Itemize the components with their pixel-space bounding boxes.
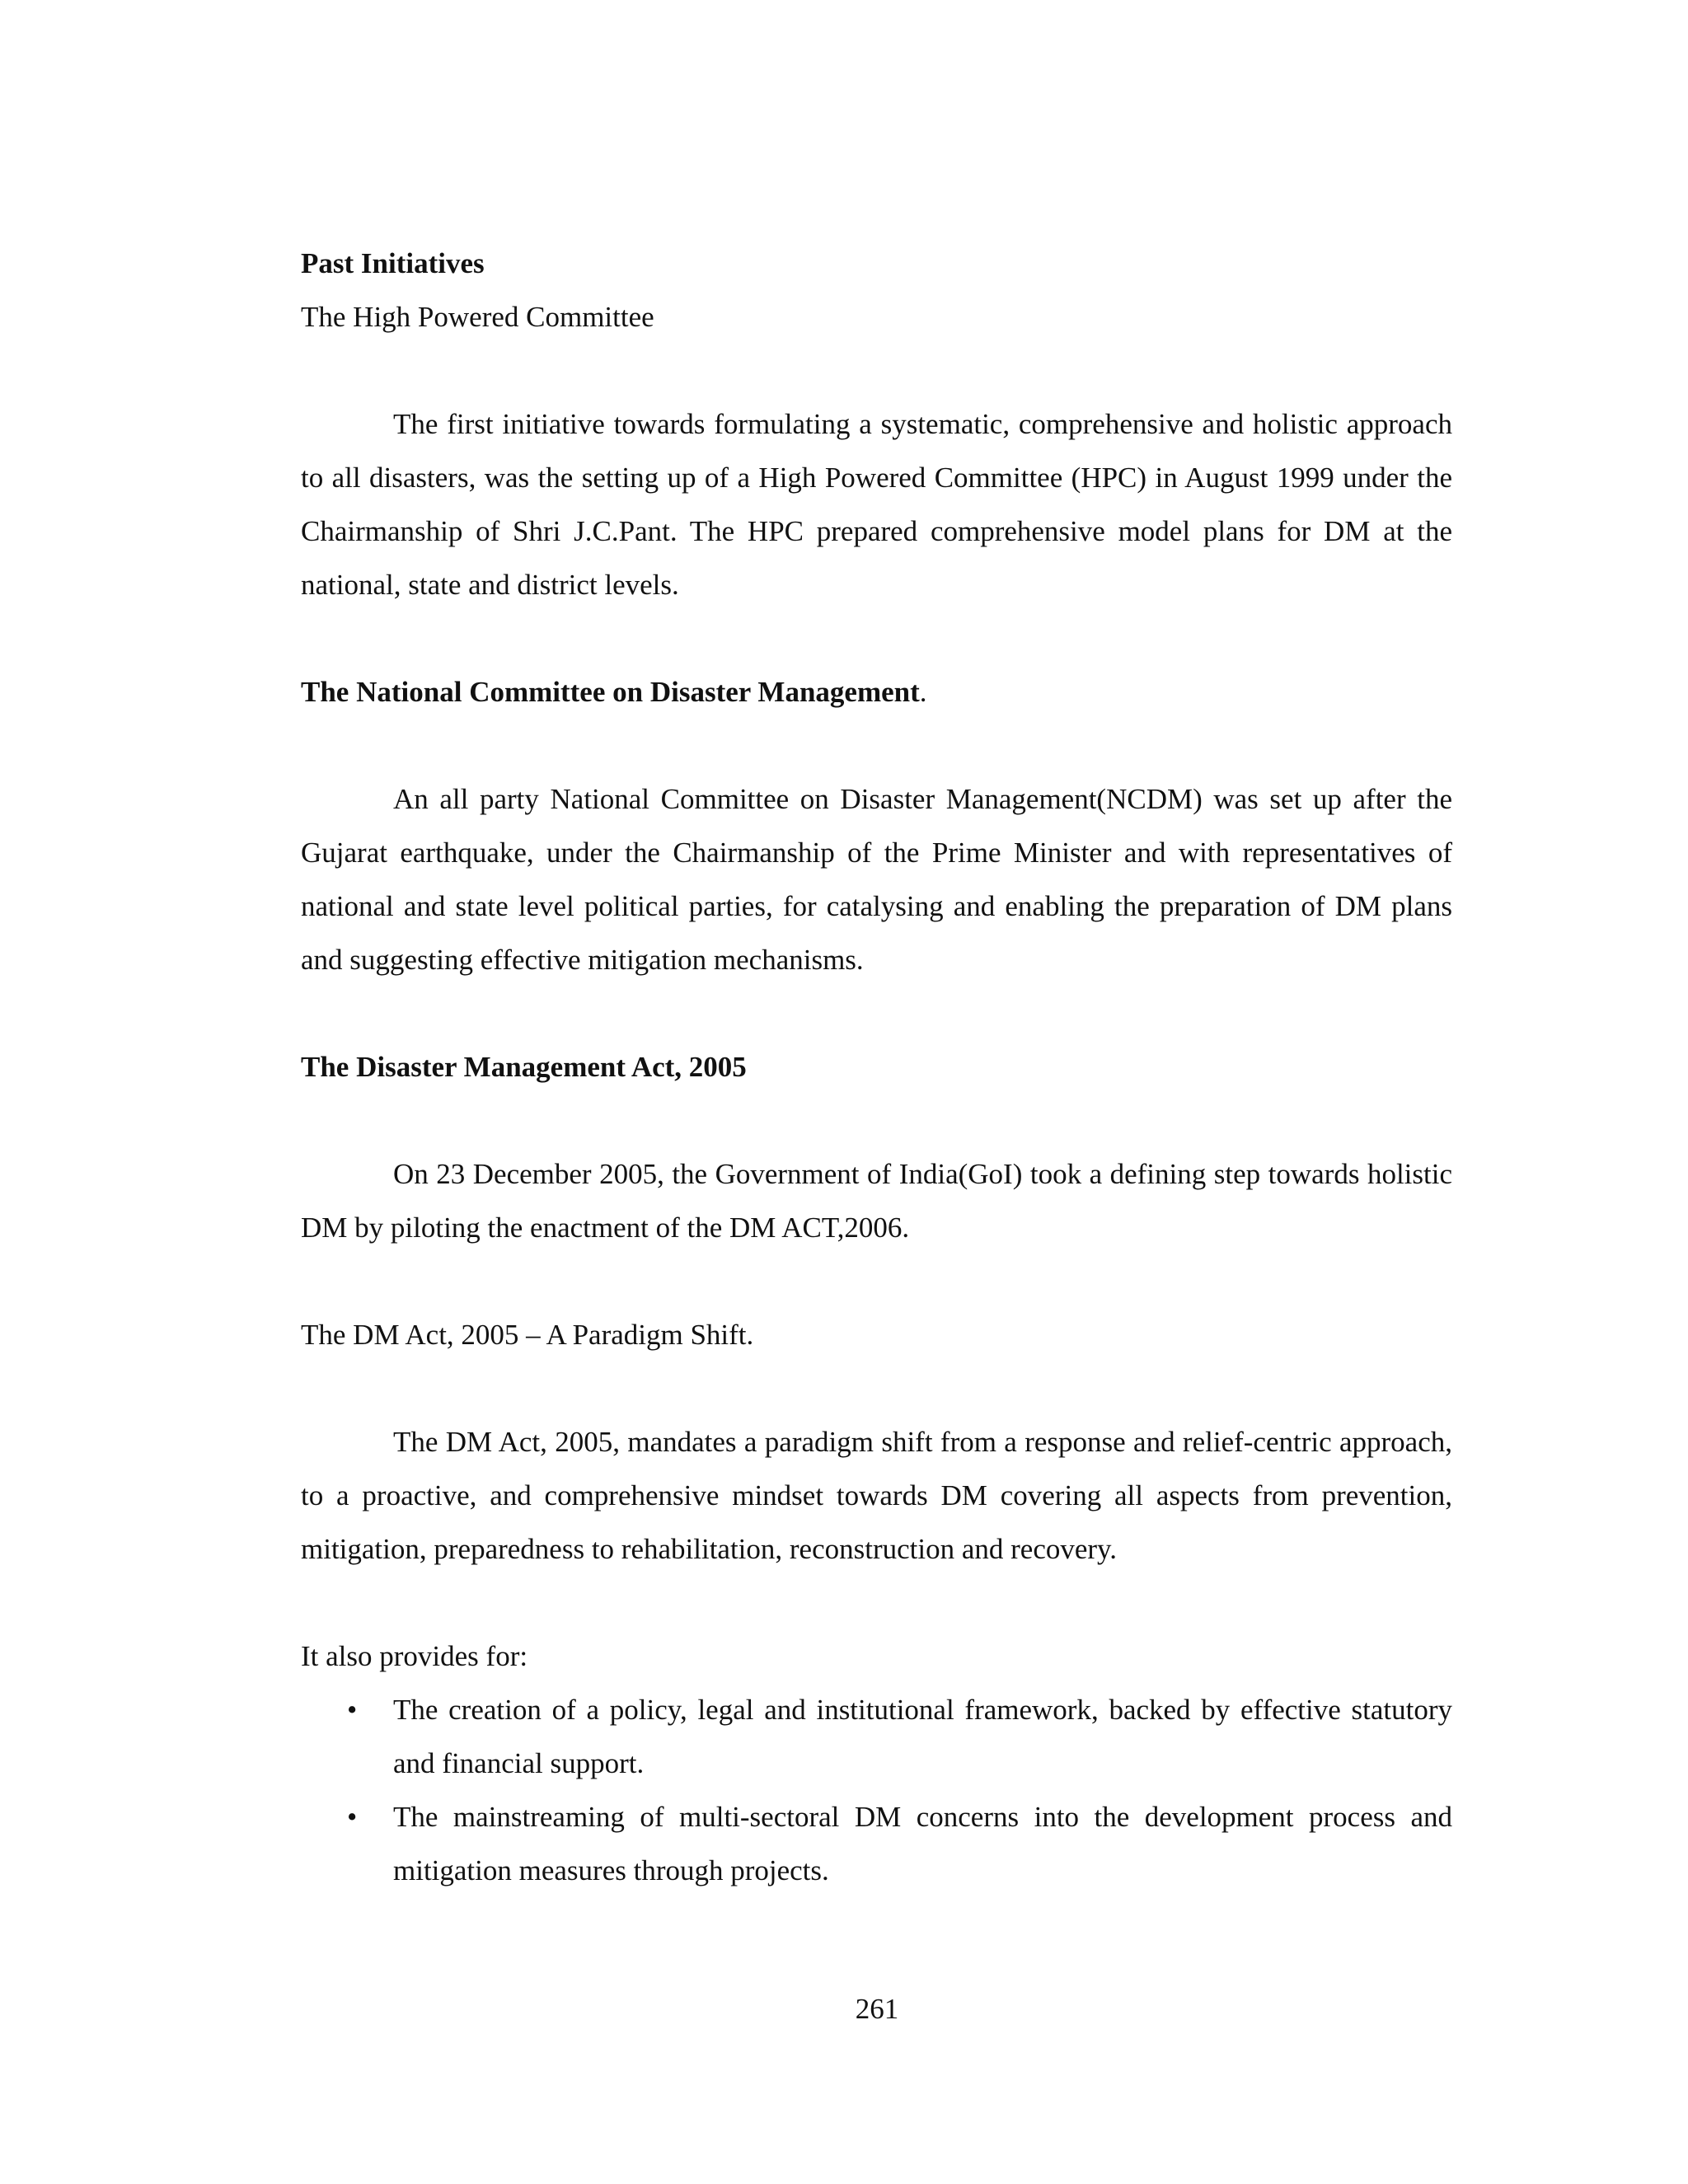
list-item-text: The creation of a policy, legal and institutional framework, backed by effective statutory and financial support. <box>393 1694 1452 1779</box>
paradigm-subheading: The DM Act, 2005 – A Paradigm Shift. <box>301 1319 754 1351</box>
hpc-subheading: The High Powered Committee <box>301 301 654 333</box>
spacer <box>301 1254 1452 1308</box>
provisions-list <box>301 1683 1452 1897</box>
list-item-text: The mainstreaming of multi-sectoral DM concerns into the development process and mitigation measures through projects. <box>393 1801 1452 1886</box>
spacer <box>301 1576 1452 1629</box>
ncdm-heading-line <box>301 665 1452 719</box>
dm-act-heading: The Disaster Management Act, 2005 <box>301 1051 747 1083</box>
page-number: 261 <box>855 1993 899 2025</box>
ncdm-heading: The National Committee on Disaster Management <box>301 676 920 708</box>
hpc-paragraph: The first initiative towards formulating a systematic, comprehensive and holistic approach to all disasters, was the setting up of a High Powered Committee (HPC) in August 1999 under the Chairmanship of Shri J.C.Pant. The HPC prepared comprehensive model plans for DM at the national, state and district levels. <box>301 408 1452 601</box>
spacer <box>301 719 1452 772</box>
spacer <box>301 344 1452 397</box>
document-page <box>301 237 1452 1897</box>
spacer <box>301 987 1452 1040</box>
bullet-icon: • <box>347 1694 358 1726</box>
bullet-icon: • <box>347 1801 358 1833</box>
spacer <box>301 1361 1452 1415</box>
past-initiatives-heading: Past Initiatives <box>301 247 485 279</box>
ncdm-paragraph: An all party National Committee on Disaster Management(NCDM) was set up after the Gujarat earthquake, under the Chairmanship of the Prime Minister and with representatives of national and state level political parties, for catalysing and enabling the preparation of DM plans and suggesting effective mitigation mechanisms. <box>301 783 1452 976</box>
list-item <box>301 1790 1452 1897</box>
paradigm-paragraph: The DM Act, 2005, mandates a paradigm shift from a response and relief-centric approach, to a proactive, and comprehensive mindset towards DM covering all aspects from prevention, mitigation, preparedness to rehabilitation, reconstruction and recovery. <box>301 1426 1452 1565</box>
spacer <box>301 1094 1452 1147</box>
dm-act-paragraph: On 23 December 2005, the Government of India(GoI) took a defining step towards holistic DM by piloting the enactment of the DM ACT,2006. <box>301 1158 1452 1244</box>
spacer <box>301 612 1452 665</box>
provides-for-line: It also provides for: <box>301 1640 528 1672</box>
list-item <box>301 1683 1452 1790</box>
ncdm-heading-period: . <box>919 676 927 708</box>
